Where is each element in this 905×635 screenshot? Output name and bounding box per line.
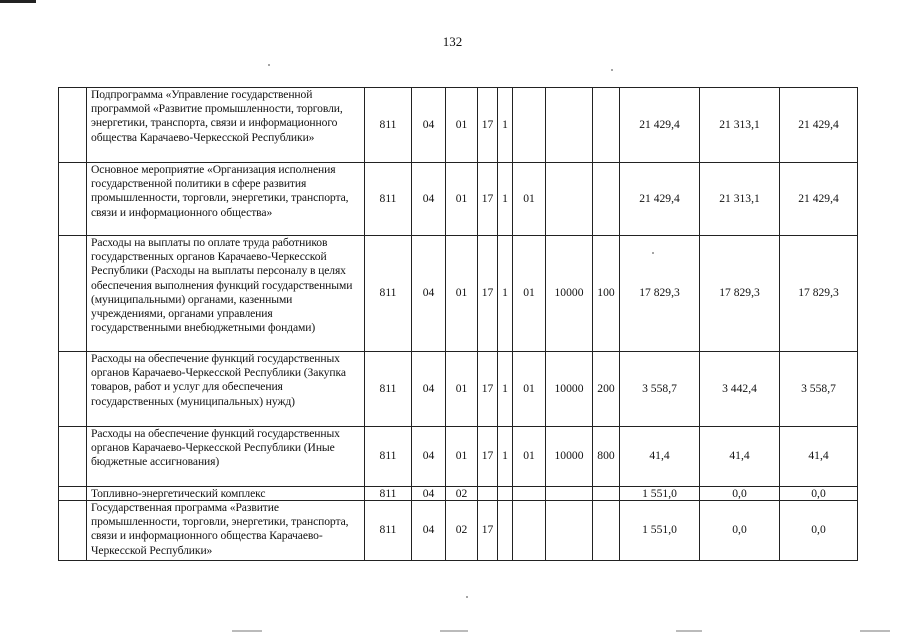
amount-year-2: 3 442,4 xyxy=(700,352,780,427)
row-description: Расходы на обеспечение функций государственных органов Карачаево-Черкесской Республики (Закупка товаров, работ и услуг для обеспечения государственных (муниципальных) нужд) xyxy=(87,352,365,427)
section-code: 04 xyxy=(412,501,446,561)
amount-year-2: 41,4 xyxy=(700,427,780,487)
subsection-code: 01 xyxy=(446,163,478,236)
scan-speck xyxy=(466,596,468,598)
table-row xyxy=(59,427,858,487)
amount-year-3: 21 429,4 xyxy=(780,163,858,236)
program-code: 17 xyxy=(478,501,498,561)
subprogram-code: 1 xyxy=(498,352,513,427)
ministry-code: 811 xyxy=(365,427,412,487)
amount-year-3: 17 829,3 xyxy=(780,236,858,352)
scan-edge-mark xyxy=(676,630,702,632)
subprogram-code xyxy=(498,501,513,561)
ministry-code: 811 xyxy=(365,501,412,561)
direction-code xyxy=(546,501,593,561)
blank-cell xyxy=(59,487,87,501)
row-description: Топливно-энергетический комплекс xyxy=(87,487,365,501)
section-code: 04 xyxy=(412,352,446,427)
table-row xyxy=(59,487,858,501)
program-code: 17 xyxy=(478,427,498,487)
scan-corner-mark xyxy=(0,0,36,3)
subsection-code: 02 xyxy=(446,487,478,501)
scan-edge-mark xyxy=(440,630,468,632)
amount-year-1: 17 829,3 xyxy=(620,236,700,352)
event-code: 01 xyxy=(513,236,546,352)
expense-type-code: 800 xyxy=(593,427,620,487)
amount-year-1: 21 429,4 xyxy=(620,88,700,163)
subprogram-code: 1 xyxy=(498,236,513,352)
subprogram-code xyxy=(498,487,513,501)
program-code xyxy=(478,487,498,501)
expense-type-code xyxy=(593,163,620,236)
expense-type-code xyxy=(593,88,620,163)
ministry-code: 811 xyxy=(365,163,412,236)
row-description: Расходы на выплаты по оплате труда работников государственных органов Карачаево-Черкесской Республики (Расходы на выплаты персоналу в целях обеспечения выполнения функций государственными (муниципальными) органами, казенными учреждениями, органами управления государственными внебюджетными фондами) xyxy=(87,236,365,352)
amount-year-3: 0,0 xyxy=(780,501,858,561)
direction-code xyxy=(546,487,593,501)
budget-table xyxy=(58,87,858,561)
scan-edge-mark xyxy=(232,630,262,632)
amount-year-3: 3 558,7 xyxy=(780,352,858,427)
subprogram-code: 1 xyxy=(498,88,513,163)
subsection-code: 01 xyxy=(446,427,478,487)
table-row xyxy=(59,88,858,163)
amount-year-1: 41,4 xyxy=(620,427,700,487)
section-code: 04 xyxy=(412,163,446,236)
amount-year-1: 1 551,0 xyxy=(620,501,700,561)
amount-year-3: 0,0 xyxy=(780,487,858,501)
event-code: 01 xyxy=(513,427,546,487)
amount-year-1: 1 551,0 xyxy=(620,487,700,501)
blank-cell xyxy=(59,352,87,427)
amount-year-2: 0,0 xyxy=(700,487,780,501)
scan-speck xyxy=(611,69,613,71)
section-code: 04 xyxy=(412,88,446,163)
blank-cell xyxy=(59,236,87,352)
direction-code: 10000 xyxy=(546,236,593,352)
amount-year-2: 17 829,3 xyxy=(700,236,780,352)
event-code: 01 xyxy=(513,163,546,236)
direction-code: 10000 xyxy=(546,427,593,487)
amount-year-3: 21 429,4 xyxy=(780,88,858,163)
event-code: 01 xyxy=(513,352,546,427)
row-description: Подпрограмма «Управление государственной программой «Развитие промышленности, торговли, энергетики, транспорта, связи и информационного общества Карачаево-Черкесской Республики» xyxy=(87,88,365,163)
expense-type-code: 200 xyxy=(593,352,620,427)
subsection-code: 01 xyxy=(446,352,478,427)
row-description: Основное мероприятие «Организация исполнения государственной политики в сфере развития промышленности, торговли, энергетики, транспорта, связи и информационного общества» xyxy=(87,163,365,236)
section-code: 04 xyxy=(412,487,446,501)
section-code: 04 xyxy=(412,236,446,352)
ministry-code: 811 xyxy=(365,352,412,427)
amount-year-1: 21 429,4 xyxy=(620,163,700,236)
subsection-code: 01 xyxy=(446,88,478,163)
amount-year-1: 3 558,7 xyxy=(620,352,700,427)
program-code: 17 xyxy=(478,236,498,352)
expense-type-code xyxy=(593,501,620,561)
subsection-code: 02 xyxy=(446,501,478,561)
amount-year-2: 0,0 xyxy=(700,501,780,561)
blank-cell xyxy=(59,88,87,163)
table-row xyxy=(59,352,858,427)
scan-speck xyxy=(652,252,654,254)
row-description: Государственная программа «Развитие промышленности, торговли, энергетики, транспорта, связи и информационного общества Карачаево-Черкесской Республики» xyxy=(87,501,365,561)
blank-cell xyxy=(59,501,87,561)
blank-cell xyxy=(59,427,87,487)
direction-code xyxy=(546,88,593,163)
expense-type-code: 100 xyxy=(593,236,620,352)
event-code xyxy=(513,501,546,561)
direction-code xyxy=(546,163,593,236)
expense-type-code xyxy=(593,487,620,501)
amount-year-2: 21 313,1 xyxy=(700,163,780,236)
blank-cell xyxy=(59,163,87,236)
table-row xyxy=(59,501,858,561)
subprogram-code: 1 xyxy=(498,163,513,236)
scan-speck xyxy=(268,64,270,66)
amount-year-3: 41,4 xyxy=(780,427,858,487)
scan-edge-mark xyxy=(860,630,890,632)
table-row xyxy=(59,163,858,236)
event-code xyxy=(513,88,546,163)
program-code: 17 xyxy=(478,352,498,427)
amount-year-2: 21 313,1 xyxy=(700,88,780,163)
program-code: 17 xyxy=(478,163,498,236)
ministry-code: 811 xyxy=(365,487,412,501)
event-code xyxy=(513,487,546,501)
subsection-code: 01 xyxy=(446,236,478,352)
program-code: 17 xyxy=(478,88,498,163)
ministry-code: 811 xyxy=(365,236,412,352)
page-number: 132 xyxy=(442,34,463,49)
ministry-code: 811 xyxy=(365,88,412,163)
section-code: 04 xyxy=(412,427,446,487)
subprogram-code: 1 xyxy=(498,427,513,487)
row-description: Расходы на обеспечение функций государственных органов Карачаево-Черкесской Республики (Иные бюджетные ассигнования) xyxy=(87,427,365,487)
table-row xyxy=(59,236,858,352)
direction-code: 10000 xyxy=(546,352,593,427)
